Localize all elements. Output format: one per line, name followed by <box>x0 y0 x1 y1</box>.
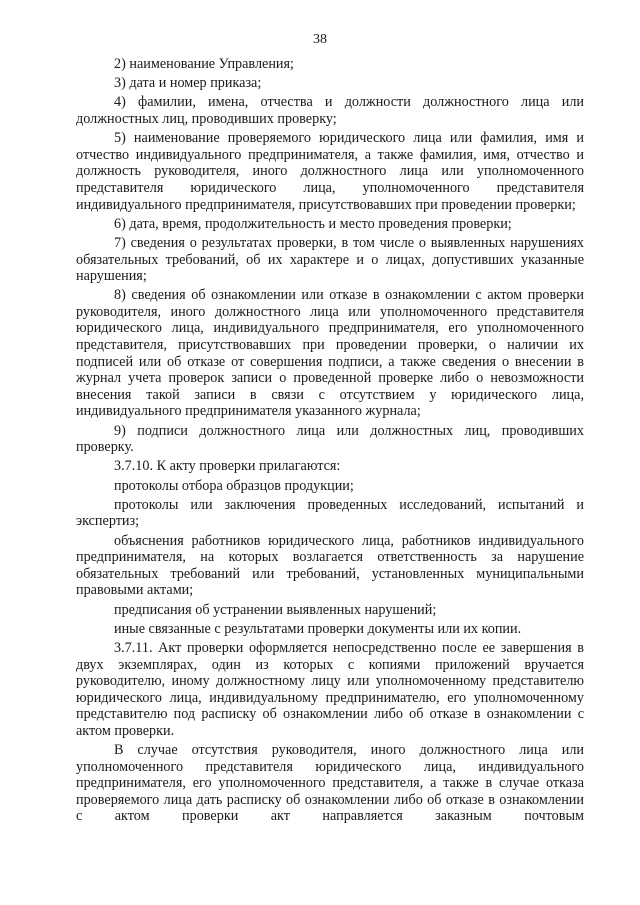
paragraph-item-3: 3) дата и номер приказа; <box>114 75 262 92</box>
attachment-item-protocols: протоколы отбора образцов продукции; <box>114 477 354 494</box>
attachment-item-other-documents: иные связанные с результатами проверки документы или их копии. <box>114 620 522 637</box>
paragraph-item-2: 2) наименование Управления; <box>114 56 294 72</box>
page-number: 38 <box>313 32 327 47</box>
attachment-item-orders: предписания об устранении выявленных нарушений; <box>114 601 437 618</box>
paragraph-item-6: 6) дата, время, продолжительность и место проведения проверки; <box>114 215 512 232</box>
document-body <box>76 56 584 828</box>
paragraph-item-5: 5) наименование проверяемого юридического лица или фамилия, имя и отчество индивидуального предпринимателя, а также фамилия, имя, отчество и должность руководителя, иного должностного лица или уполномоченного представителя юридического лица, уполномоченного представителя индивидуального предпринимателя, присутствовавших при проведении проверки; <box>76 130 584 213</box>
paragraph-item-7: 7) сведения о результатах проверки, в том числе о выявленных нарушениях обязательных требований, об их характере и о лицах, допустивших указанные нарушения; <box>76 234 584 285</box>
attachment-item-explanations: объяснения работников юридического лица, работников индивидуального предпринимателя, на которых возлагается ответственность за нарушение обязательных требований или требований, установленных муниципальными правовыми актами; <box>76 532 584 599</box>
section-3-7-11: 3.7.11. Акт проверки оформляется непосредственно после ее завершения в двух экземплярах, один из которых с копиями приложений вручается руководителю, иному должностному лицу или уполномоченному представителю юридического лица, индивидуальному предпринимателю, его уполномоченному представителю под расписку об ознакомлении либо об отказе в ознакомлении с актом проверки. <box>76 639 584 739</box>
paragraph-item-9: 9) подписи должностного лица или должностных лиц, проводивших проверку. <box>76 422 584 456</box>
section-3-7-10: 3.7.10. К акту проверки прилагаются: <box>114 458 341 475</box>
paragraph-item-4: 4) фамилии, имена, отчества и должности должностного лица или должностных лиц, проводивших проверку; <box>76 94 584 127</box>
attachment-item-conclusions: протоколы или заключения проведенных исследований, испытаний и экспертиз; <box>76 496 584 530</box>
paragraph-absence-case: В случае отсутствия руководителя, иного должностного лица или уполномоченного представителя юридического лица, индивидуального предпринимателя, его уполномоченного представителя, а также в случае отказа проверяемого лица дать расписку об ознакомлении либо об отказе в ознакомлении с актом проверки акт направляется заказным почтовым <box>76 742 584 825</box>
paragraph-item-8: 8) сведения об ознакомлении или отказе в ознакомлении с актом проверки руководителя, иного должностного лица или уполномоченного представителя юридического лица, индивидуального предпринимателя, его уполномоченного представителя, присутствовавших при проведении проверки, о наличии их подписей или об отказе от совершения подписи, а также сведения о внесении в журнал учета проверок записи о проведенной проверке либо о невозможности внесения такой записи в связи с отсутствием у юридического лица, индивидуального предпринимателя указанного журнала; <box>76 287 584 420</box>
